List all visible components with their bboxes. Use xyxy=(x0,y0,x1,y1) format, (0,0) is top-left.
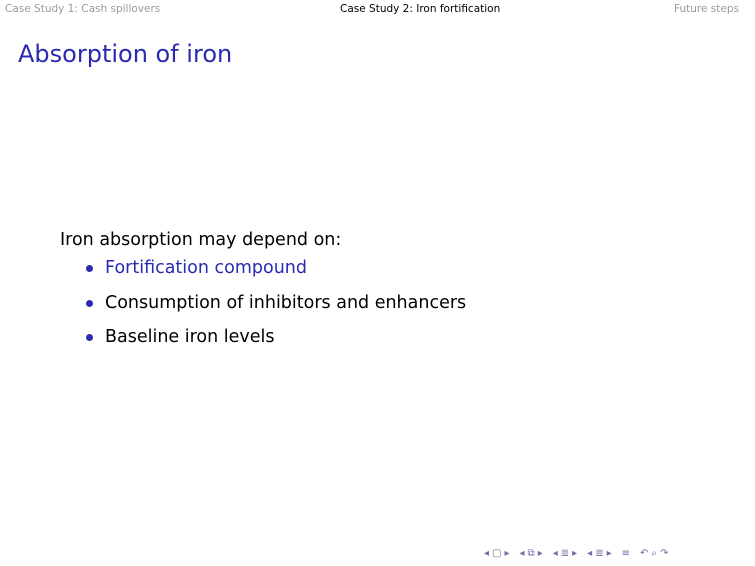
bullet-text: Consumption of inhibitors and enhancers xyxy=(105,292,467,313)
bullet-text: Fortification compound xyxy=(105,258,308,278)
first-frame-icon[interactable]: ◂ xyxy=(484,548,490,559)
bullet-dot-icon xyxy=(86,334,93,341)
prev-part-icon[interactable]: ◂ xyxy=(587,548,593,559)
prev-subsection-icon[interactable]: ◂ xyxy=(519,548,525,559)
align-icon[interactable]: ≡ xyxy=(621,548,631,559)
back-icon[interactable]: ↶ xyxy=(640,548,649,559)
slide-title: Absorption of iron xyxy=(18,40,233,68)
next-frame-icon[interactable]: ▸ xyxy=(504,548,510,559)
bullet-item-fortification-compound xyxy=(60,256,466,291)
slide-content xyxy=(60,228,466,360)
subsection-icon[interactable]: ⧉ xyxy=(527,548,535,559)
bullet-list xyxy=(60,256,466,360)
search-icon[interactable]: ⌕ xyxy=(651,548,658,559)
frame-icon[interactable]: ▢ xyxy=(492,548,502,559)
part-icon[interactable]: ≣ xyxy=(595,548,604,559)
prev-section-icon[interactable]: ◂ xyxy=(552,548,558,559)
bullet-item-baseline-iron xyxy=(60,325,466,360)
next-section-icon[interactable]: ▸ xyxy=(572,548,578,559)
bullet-dot-icon xyxy=(86,265,93,272)
bullet-item-inhibitors-enhancers xyxy=(60,291,466,326)
nav-section-iron-fortification[interactable]: Case Study 2: Iron fortification xyxy=(340,3,501,15)
bullet-text: Baseline iron levels xyxy=(105,327,275,347)
next-subsection-icon[interactable]: ▸ xyxy=(537,548,543,559)
nav-section-future-steps[interactable]: Future steps xyxy=(674,3,739,15)
forward-icon[interactable]: ↷ xyxy=(660,548,669,559)
beamer-navigation-symbols xyxy=(484,547,668,561)
bullet-dot-icon xyxy=(86,300,93,307)
nav-section-cash-spillovers[interactable]: Case Study 1: Cash spillovers xyxy=(5,3,161,15)
section-icon[interactable]: ≣ xyxy=(560,548,570,559)
intro-text: Iron absorption may depend on: xyxy=(60,230,342,250)
section-navigation-bar xyxy=(0,0,755,18)
next-part-icon[interactable]: ▸ xyxy=(606,548,612,559)
